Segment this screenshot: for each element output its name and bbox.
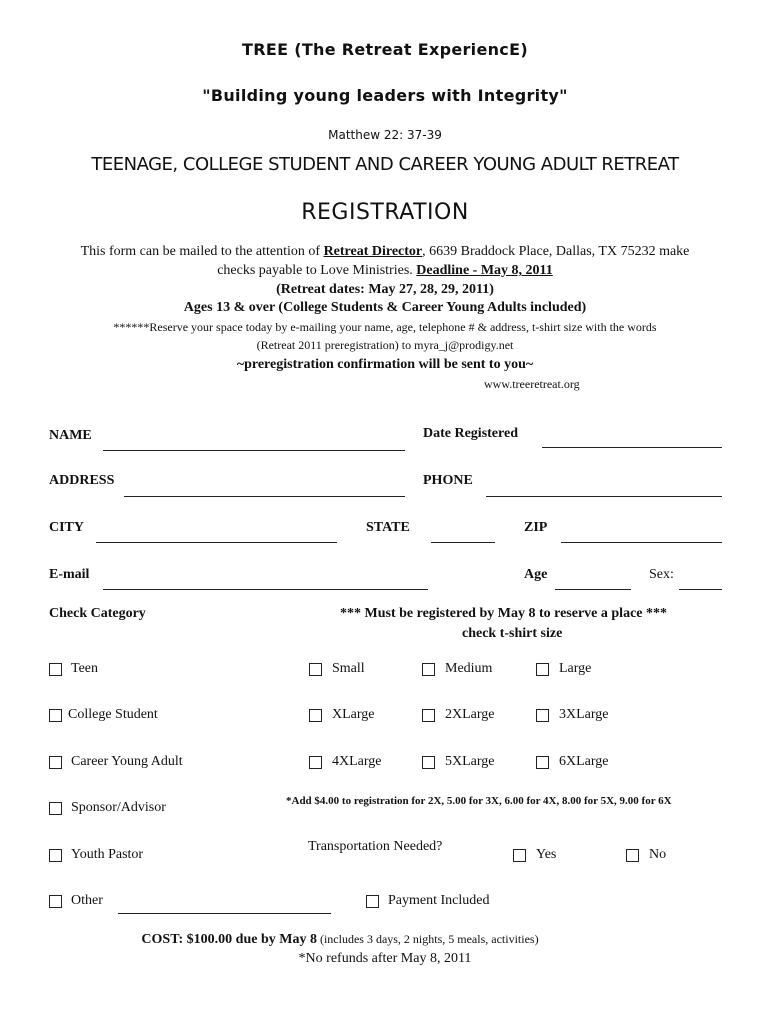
teen-checkbox[interactable]	[49, 663, 62, 676]
size-xlarge-label: XLarge	[332, 707, 375, 722]
age-label: Age	[524, 567, 548, 582]
date-registered-field[interactable]	[542, 447, 722, 448]
form-header-title: TREE (The Retreat ExperiencE)	[242, 40, 528, 59]
college-student-label: College Student	[68, 707, 158, 722]
payment-included-checkbox[interactable]	[366, 895, 379, 908]
size-5xlarge-checkbox[interactable]	[422, 756, 435, 769]
confirmation-note: ~preregistration confirmation will be sent to you~	[236, 357, 534, 372]
cost-amount: COST: $100.00 due by May 8	[141, 932, 317, 947]
email-label: E-mail	[49, 567, 90, 582]
age-field[interactable]	[555, 589, 631, 590]
mailing-instructions: This form can be mailed to the attention of Retreat Director, 6639 Braddock Place, Dallas, TX 75232 make	[80, 244, 690, 259]
size-6xlarge-checkbox[interactable]	[536, 756, 549, 769]
transport-no-checkbox[interactable]	[626, 849, 639, 862]
size-large-label: Large	[559, 661, 592, 676]
tshirt-size-heading: check t-shirt size	[462, 626, 563, 641]
size-xlarge-checkbox[interactable]	[309, 709, 322, 722]
college-student-checkbox[interactable]	[49, 709, 62, 722]
size-2xlarge-checkbox[interactable]	[422, 709, 435, 722]
payment-included-label: Payment Included	[388, 893, 490, 908]
age-requirement: Ages 13 & over (College Students & Career Young Adults included)	[183, 300, 587, 315]
refund-policy: *No refunds after May 8, 2011	[298, 951, 472, 966]
reserve-instructions-1: ******Reserve your space today by e-mailing your name, age, telephone # & address, t-shirt size with the words	[113, 320, 657, 334]
size-medium-label: Medium	[445, 661, 493, 676]
registration-deadline-note: *** Must be registered by May 8 to reserve a place ***	[340, 606, 667, 621]
youth-pastor-checkbox[interactable]	[49, 849, 62, 862]
size-6xlarge-label: 6XLarge	[559, 754, 609, 769]
city-field[interactable]	[96, 542, 337, 543]
cost-details: (includes 3 days, 2 nights, 5 meals, activities)	[316, 932, 539, 946]
city-label: CITY	[49, 520, 85, 535]
size-3xlarge-checkbox[interactable]	[536, 709, 549, 722]
zip-field[interactable]	[561, 542, 722, 543]
email-field[interactable]	[103, 589, 428, 590]
sex-label: Sex:	[649, 567, 674, 582]
page-title: REGISTRATION	[301, 200, 469, 225]
zip-label: ZIP	[524, 520, 548, 535]
size-small-label: Small	[332, 661, 365, 676]
transport-yes-checkbox[interactable]	[513, 849, 526, 862]
retreat-dates: (Retreat dates: May 27, 28, 29, 2011)	[276, 282, 494, 297]
website-link[interactable]: www.treeretreat.org	[484, 377, 580, 391]
size-5xlarge-label: 5XLarge	[445, 754, 495, 769]
other-label: Other	[71, 893, 103, 908]
retreat-director-label: Retreat Director	[323, 244, 423, 259]
payment-instructions: checks payable to Love Ministries. Deadline - May 8, 2011	[217, 263, 553, 278]
phone-field[interactable]	[486, 496, 722, 497]
size-3xlarge-label: 3XLarge	[559, 707, 609, 722]
youth-pastor-label: Youth Pastor	[71, 847, 144, 862]
size-small-checkbox[interactable]	[309, 663, 322, 676]
form-tagline: "Building young leaders with Integrity"	[202, 86, 568, 105]
size-large-checkbox[interactable]	[536, 663, 549, 676]
transportation-question: Transportation Needed?	[308, 839, 443, 854]
transport-yes-label: Yes	[536, 847, 557, 862]
phone-label: PHONE	[423, 473, 473, 488]
sponsor-advisor-checkbox[interactable]	[49, 802, 62, 815]
cost-line	[0, 932, 725, 948]
size-medium-checkbox[interactable]	[422, 663, 435, 676]
address-label: ADDRESS	[49, 473, 115, 488]
scripture-reference: Matthew 22: 37-39	[328, 128, 442, 142]
size-4xlarge-label: 4XLarge	[332, 754, 382, 769]
career-young-adult-checkbox[interactable]	[49, 756, 62, 769]
name-field[interactable]	[103, 450, 405, 451]
event-name: TEENAGE, COLLEGE STUDENT AND CAREER YOUNG ADULT RETREAT	[91, 154, 679, 175]
state-field[interactable]	[431, 542, 495, 543]
size-4xlarge-checkbox[interactable]	[309, 756, 322, 769]
teen-label: Teen	[71, 661, 99, 676]
sponsor-advisor-label: Sponsor/Advisor	[71, 800, 166, 815]
address-field[interactable]	[124, 496, 405, 497]
sex-field[interactable]	[679, 589, 722, 590]
size-2xlarge-label: 2XLarge	[445, 707, 495, 722]
other-field[interactable]	[118, 913, 331, 914]
name-label: NAME	[49, 428, 92, 443]
size-surcharge-note: *Add $4.00 to registration for 2X, 5.00 for 3X, 6.00 for 4X, 8.00 for 5X, 9.00 for 6X	[286, 795, 672, 807]
deadline-text: Deadline - May 8, 2011	[416, 263, 553, 278]
reserve-instructions-2: (Retreat 2011 preregistration) to myra_j@prodigy.net	[256, 338, 514, 352]
check-category-heading: Check Category	[49, 606, 146, 621]
other-checkbox[interactable]	[49, 895, 62, 908]
state-label: STATE	[366, 520, 410, 535]
transport-no-label: No	[649, 847, 667, 862]
career-young-adult-label: Career Young Adult	[71, 754, 183, 769]
date-registered-label: Date Registered	[423, 426, 518, 441]
